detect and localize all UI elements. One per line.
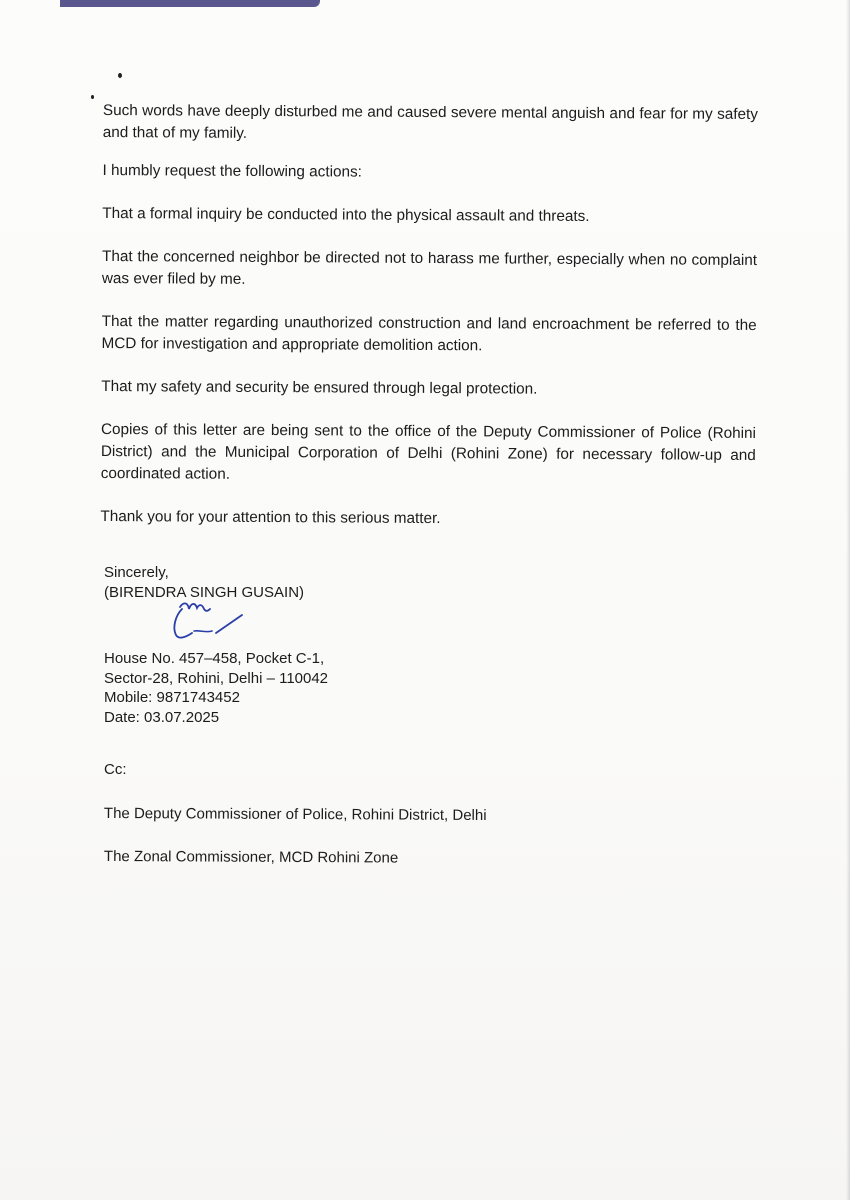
paragraph-copies-sent: Copies of this letter are being sent to the office of the Deputy Commissioner of Police (Rohini District) and the Municipal Corporation of Delhi (Rohini Zone) for necessary follow-up and coordinated action. bbox=[100, 420, 757, 483]
paragraph-thank-you: Thank you for your attention to this serious matter. bbox=[100, 507, 441, 528]
ink-speck bbox=[118, 73, 122, 78]
closing-salutation: Sincerely, bbox=[104, 564, 169, 581]
paragraph-mental-anguish: Such words have deeply disturbed me and caused severe mental anguish and fear for my safety and that of my family. bbox=[102, 101, 758, 142]
sender-name: (BIRENDRA SINGH GUSAIN) bbox=[104, 584, 305, 601]
scan-top-edge bbox=[60, 0, 320, 7]
paragraph-request-inquiry: That a formal inquiry be conducted into the physical assault and threats. bbox=[102, 204, 590, 225]
mobile-number: Mobile: 9871743452 bbox=[104, 689, 240, 706]
paragraph-request-mcd-referral: That the matter regarding unauthorized construction and land encroachment be referred to the MCD for investigation and appropriate demolition action. bbox=[101, 312, 757, 355]
cc-recipient: The Zonal Commissioner, MCD Rohini Zone bbox=[103, 848, 399, 867]
sender-address bbox=[104, 649, 328, 727]
cc-label: Cc: bbox=[104, 761, 127, 778]
ink-speck bbox=[91, 95, 94, 99]
letter-body bbox=[100, 100, 758, 553]
cc-recipient: The Deputy Commissioner of Police, Rohini District, Delhi bbox=[103, 805, 487, 825]
paragraph-request-no-harassment: That the concerned neighbor be directed not to harass me further, especially when no complaint was ever filed by me. bbox=[101, 247, 758, 288]
address-line-2: Sector-28, Rohini, Delhi – 110042 bbox=[104, 669, 329, 687]
handwritten-signature bbox=[168, 597, 258, 643]
address-line-1: House No. 457–458, Pocket C-1, bbox=[104, 650, 325, 667]
paragraph-request-intro: I humbly request the following actions: bbox=[102, 161, 362, 181]
letter-date: Date: 03.07.2025 bbox=[104, 708, 220, 726]
paragraph-request-safety: That my safety and security be ensured through legal protection. bbox=[101, 377, 538, 398]
scan-right-shadow bbox=[846, 0, 850, 1200]
